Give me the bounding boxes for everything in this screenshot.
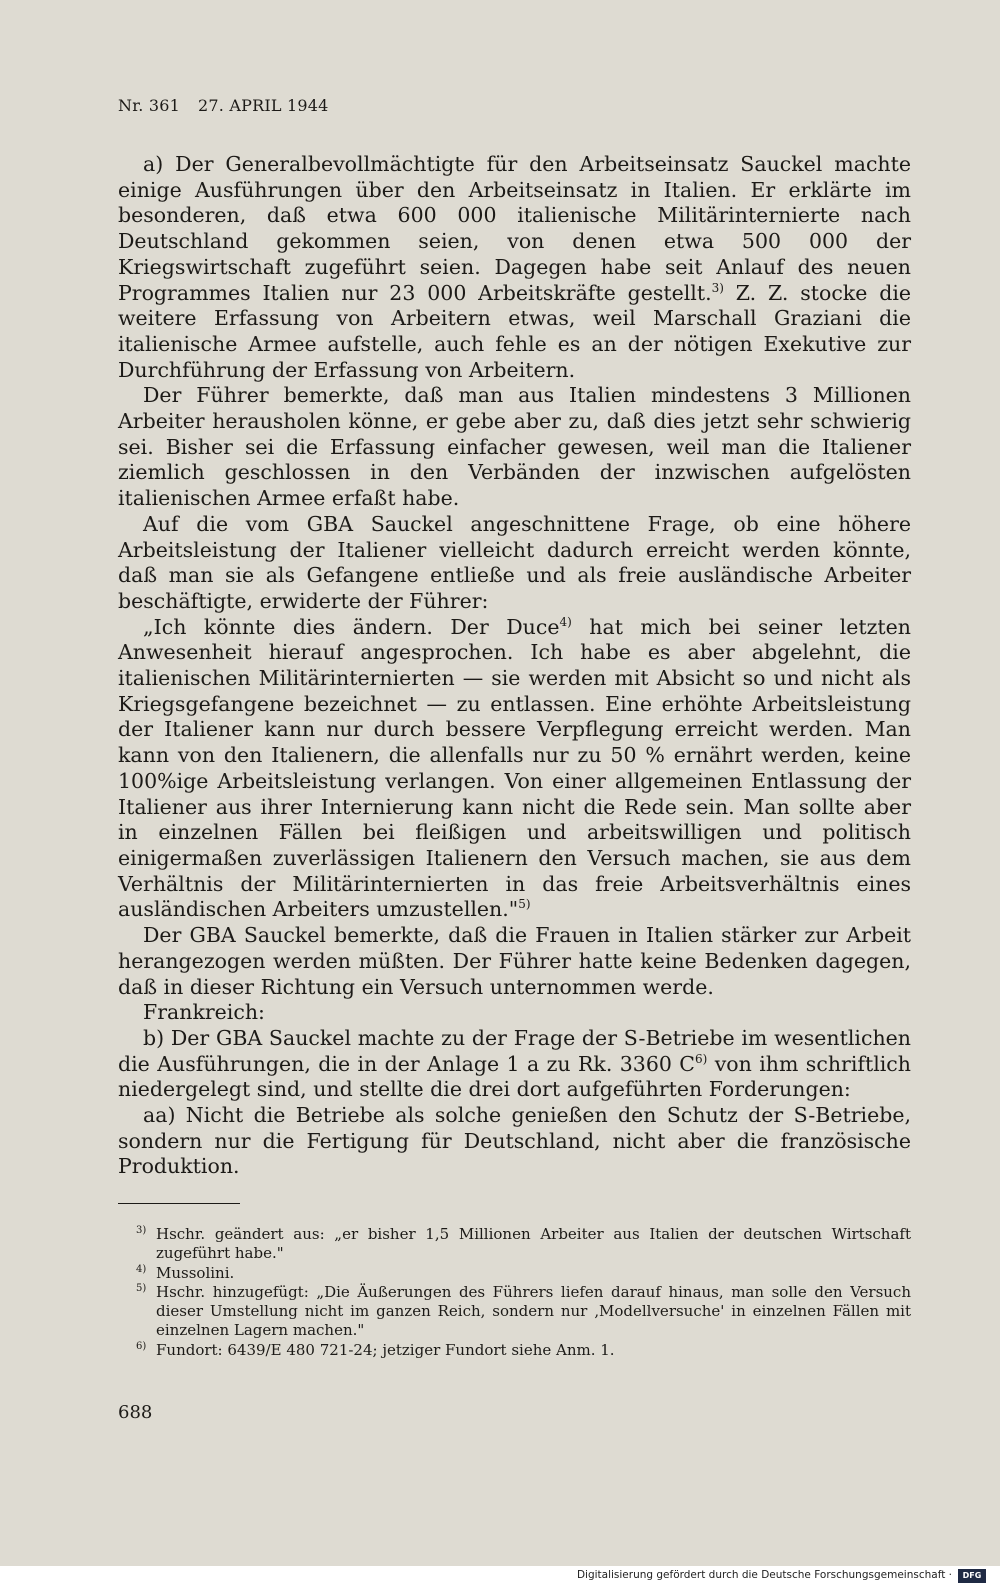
paragraph: aa) Nicht die Betriebe als solche genießen den Schutz der S-Betriebe, sondern nur die Fertigung für Deutschland, nicht aber die französische Produktion. bbox=[118, 1103, 911, 1179]
footnote bbox=[118, 1225, 911, 1264]
footnote-text: Mussolini. bbox=[156, 1263, 235, 1282]
footnotes bbox=[118, 1225, 911, 1360]
footnote-text: Hschr. hinzugefügt: „Die Äußerungen des Führers liefen darauf hinaus, man solle den Versuch dieser Umstellung nicht im ganzen Reich, sondern nur ‚Modellversuche' in einzelnen Fällen mit einzelnen Lagern machen." bbox=[156, 1282, 911, 1340]
footnote-number: 4) bbox=[136, 1263, 147, 1275]
paragraph: „Ich könnte dies ändern. Der Duce$^{4)}$ hat mich bei seiner letzten Anwesenheit hierauf angesprochen. Ich habe es aber abgelehnt, die italienischen Militärinternierten — sie werden mit Absicht so und nicht als Kriegsgefangene bezeichnet — zu entlassen. Eine erhöhte Arbeitsleistung der Italiener kann nur durch bessere Verpflegung erreicht werden. Man kann von den Italienern, die allenfalls nur zu 50 % ernährt werden, keine 100%ige Arbeitsleistung verlangen. Von einer allgemeinen Entlassung der Italiener aus ihrer Internierung kann nicht die Rede sein. Man sollte aber in einzelnen Fällen bei fleißigen und arbeitswilligen und politisch einigermaßen zuverlässigen Italienern den Versuch machen, sie aus dem Verhältnis der Militärinternierten in das freie Arbeitsverhältnis eines ausländischen Arbeiters umzustellen."$^{5)}$ bbox=[118, 614, 911, 922]
paragraph: Der GBA Sauckel bemerkte, daß die Frauen in Italien stärker zur Arbeit herangezogen werden müßten. Der Führer hatte keine Bedenken dagegen, daß in dieser Richtung ein Versuch unternommen werde. bbox=[118, 923, 911, 999]
footnote-divider bbox=[118, 1203, 240, 1204]
footnote-ref[interactable]: 3) bbox=[711, 280, 724, 295]
paragraph: b) Der GBA Sauckel machte zu der Frage der S-Betriebe im wesentlichen die Ausführungen, die in der Anlage 1 a zu Rk. 3360 $C^{6)}$ von ihm schriftlich niedergelegt sind, und stellte die drei dort aufgeführten Forderungen: bbox=[118, 1025, 911, 1102]
funding-note: Digitalisierung gefördert durch die Deutsche Forschungsgemeinschaft · bbox=[576, 1569, 952, 1581]
page-number: 688 bbox=[118, 1402, 153, 1423]
footnote-number: 6) bbox=[136, 1340, 147, 1352]
paragraph: Der Führer bemerkte, daß man aus Italien mindestens 3 Millionen Arbeiter herausholen könne, er gebe aber zu, daß dies jetzt sehr schwierig sei. Bisher sei die Erfassung einfacher gewesen, weil man die Italiener ziemlich geschlossen in den Verbänden der inzwischen aufgelösten italienischen Armee erfaßt habe. bbox=[118, 383, 911, 511]
footnote-ref[interactable]: 4) bbox=[559, 614, 572, 629]
main-text bbox=[118, 152, 911, 1180]
footnote bbox=[118, 1341, 911, 1360]
footnote bbox=[118, 1264, 911, 1283]
footnote-number: 3) bbox=[136, 1225, 147, 1236]
document-date: 27. APRIL 1944 bbox=[198, 96, 329, 115]
section-heading: Frankreich: bbox=[143, 1000, 265, 1025]
footnote-number: 5) bbox=[136, 1282, 147, 1294]
paragraph: Auf die vom GBA Sauckel angeschnittene Frage, ob eine höhere Arbeitsleistung der Italiener vielleicht dadurch erreicht werden könnte, daß man sie als Gefangene entließe und als freie ausländische Arbeiter beschäftigte, erwiderte der Führer: bbox=[118, 511, 911, 613]
footnote-ref[interactable]: 6) bbox=[694, 1051, 708, 1066]
footnote-text: Hschr. geändert aus: „er bisher 1,5 Millionen Arbeiter aus Italien der deutschen Wirtschaft zugeführt habe." bbox=[156, 1225, 911, 1263]
dfg-logo-icon: DFG bbox=[958, 1569, 986, 1583]
footnote-text: Fundort: 6439/E 480 721-24; jetziger Fundort siehe Anm. 1. bbox=[156, 1340, 615, 1359]
footnote bbox=[118, 1283, 911, 1341]
document-number: Nr. 361 bbox=[118, 96, 181, 115]
page-header bbox=[118, 96, 328, 115]
funding-bar bbox=[0, 1566, 1000, 1586]
footnote-ref[interactable]: 5) bbox=[518, 897, 531, 912]
paragraph: a) Der Generalbevollmächtigte für den Arbeitseinsatz Sauckel machte einige Ausführungen über den Arbeitseinsatz in Italien. Er erklärte im besonderen, daß etwa 600 000 italienische Militärinternierte nach Deutschland gekommen seien, von denen etwa 500 000 der Kriegswirtschaft zugeführt seien. Dagegen habe seit Anlauf des neuen Programmes Italien nur 23 000 Arbeitskräfte gestellt.$^{3)}$ Z. Z. stocke die weitere Erfassung von Arbeitern etwas, weil Marschall Graziani die italienische Armee aufstelle, auch fehle es an der nötigen Exekutive zur Durchführung der Erfassung von Arbeitern. bbox=[118, 152, 912, 382]
